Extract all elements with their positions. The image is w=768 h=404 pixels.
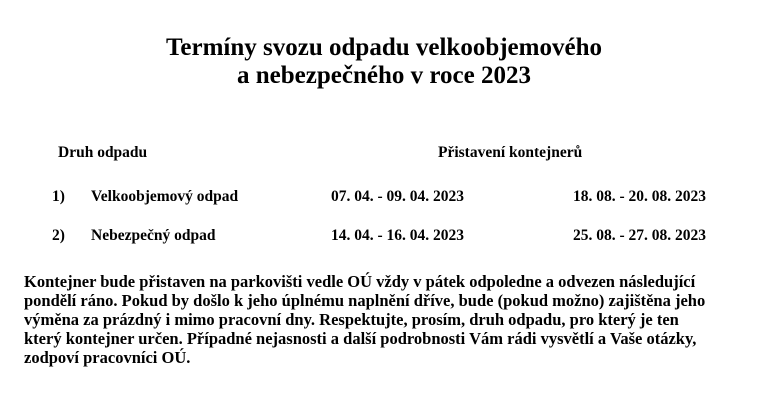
row-number: 2): [52, 227, 65, 244]
row-date-2: 25. 08. - 27. 08. 2023: [573, 227, 707, 244]
title-line-1: Termíny svozu odpadu velkoobjemového: [166, 34, 602, 61]
title-line-2: a nebezpečného v roce 2023: [237, 62, 531, 89]
note-line: pondělí ráno. Pokud by došlo k jeho úplnému naplnění dříve, bude (pokud možno) zajištěna jeho: [24, 291, 706, 310]
note-paragraph: [24, 272, 705, 367]
row-date-2: 18. 08. - 20. 08. 2023: [573, 188, 707, 205]
note-line: který kontejner určen. Případné nejasnosti a další podrobnosti Vám rádi vysvětlí a Vaše otázky,: [24, 329, 697, 348]
header-container-placement: Přistavení kontejnerů: [438, 144, 583, 161]
note-line: výměna za prázdný i mimo pracovní dny. Respektujte, prosím, druh odpadu, pro který je ten: [24, 310, 679, 329]
note-line: Kontejner bude přistaven na parkovišti vedle OÚ vždy v pátek odpoledne a odvezen následující: [24, 272, 696, 291]
row-number: 1): [52, 188, 65, 205]
row-waste-type: Nebezpečný odpad: [91, 227, 216, 244]
row-date-1: 07. 04. - 09. 04. 2023: [331, 188, 465, 205]
row-date-1: 14. 04. - 16. 04. 2023: [331, 227, 465, 244]
row-waste-type: Velkoobjemový odpad: [91, 188, 239, 205]
page-title: [0, 34, 768, 90]
note-line: zodpoví pracovníci OÚ.: [24, 348, 191, 367]
header-waste-type: Druh odpadu: [58, 144, 148, 161]
